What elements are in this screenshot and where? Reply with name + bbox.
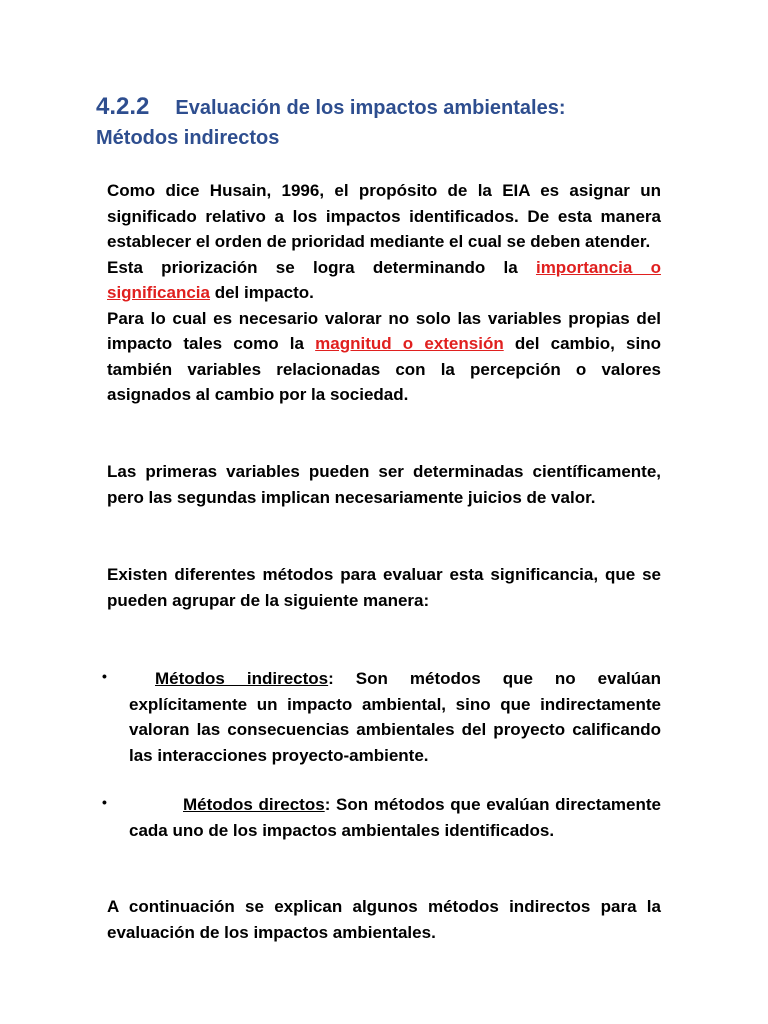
priority-text-before: Esta priorización se logra determinando la	[107, 257, 536, 277]
bullet-icon: •	[102, 794, 107, 810]
intro-block	[107, 178, 661, 408]
importance-highlight: importancia o significancia	[107, 257, 661, 302]
section-heading	[96, 92, 696, 153]
methods-intro-paragraph: Existen diferentes métodos para evaluar esta significancia, que se pueden agrupar de la siguiente manera:	[107, 565, 661, 610]
conclusion-block	[107, 894, 661, 945]
conclusion-paragraph: A continuación se explican algunos métodos indirectos para la evaluación de los impactos ambientales.	[107, 897, 661, 942]
section-number: 4.2.2	[96, 93, 150, 120]
list-item-text	[129, 666, 661, 768]
priority-paragraph	[107, 255, 661, 306]
variables-text-after: del cambio, sino también variables relacionadas con la percepción o valores asignados al cambio por la sociedad.	[107, 334, 661, 404]
magnitude-highlight: magnitud o extensión	[315, 334, 504, 353]
direct-methods-description: : Son métodos que evalúan directamente cada uno de los impactos ambientales identificados.	[129, 795, 661, 840]
variables-paragraph	[107, 306, 661, 408]
intro-paragraph: Como dice Husain, 1996, el propósito de la EIA es asignar un significado relativo a los impactos identificados. De esta manera establecer el orden de prioridad mediante el cual se deben atender.	[107, 181, 661, 251]
list-item-text	[129, 792, 661, 843]
methods-intro-block	[107, 562, 661, 613]
variables-block	[107, 459, 661, 510]
direct-methods-term: Métodos directos	[183, 795, 325, 814]
variables-types-paragraph: Las primeras variables pueden ser determinadas científicamente, pero las segundas implican necesariamente juicios de valor.	[107, 462, 661, 507]
section-title: Evaluación de los impactos ambientales:	[175, 97, 566, 119]
section-subtitle: Métodos indirectos	[96, 127, 280, 149]
indirect-methods-term: Métodos indirectos	[155, 669, 329, 688]
heading-line-1	[96, 92, 696, 123]
variables-text-before: Para lo cual es necesario valorar no solo las variables propias del impacto tales como la	[107, 308, 661, 353]
indirect-methods-description: : Son métodos que no evalúan explícitamente un impacto ambiental, sino que indirectamente valoran las consecuencias ambientales del proyecto calificando las interacciones proyecto-ambiente.	[129, 669, 661, 765]
priority-text-after: del impacto.	[209, 283, 314, 302]
bullet-icon: •	[102, 668, 107, 684]
